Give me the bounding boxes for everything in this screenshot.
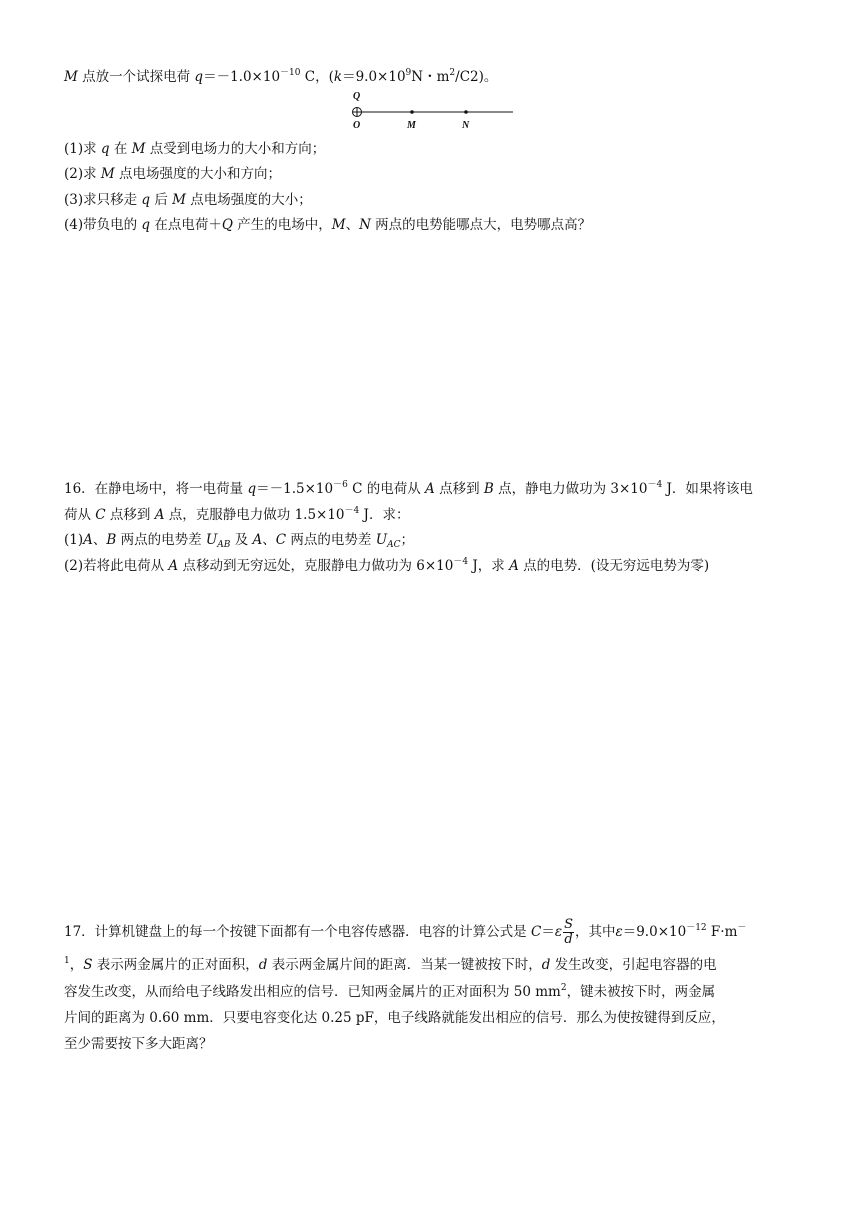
text: C 的电荷从 bbox=[347, 481, 426, 497]
text: (2)求 bbox=[64, 166, 101, 182]
text: 点放一个试探电荷 bbox=[82, 69, 191, 85]
fraction-numerator: S bbox=[564, 917, 573, 932]
q17-line-2 bbox=[64, 955, 717, 975]
symbol-C: C bbox=[530, 924, 542, 940]
symbol-q: q bbox=[247, 481, 257, 497]
point-M bbox=[410, 110, 414, 114]
text: 点电场强度的大小； bbox=[186, 192, 312, 208]
symbol-M: M bbox=[64, 69, 78, 85]
text: 荷从 bbox=[64, 507, 96, 523]
text: ＝－1.5×10 bbox=[256, 481, 334, 497]
symbol-q: q bbox=[141, 192, 151, 208]
subscript: AB bbox=[217, 540, 231, 550]
text: 容发生改变，从而给电子线路发出相应的信号．已知两金属片的正对面积为 50 mm bbox=[64, 984, 561, 1000]
text: ； bbox=[400, 532, 414, 548]
exponent: 2 bbox=[449, 68, 456, 78]
symbol-N: N bbox=[359, 217, 371, 233]
label-Q: Q bbox=[353, 91, 361, 102]
label-N: N bbox=[462, 120, 470, 131]
subscript: AC bbox=[387, 540, 401, 550]
symbol-M: M bbox=[172, 192, 186, 208]
symbol-S: S bbox=[83, 957, 93, 973]
exponent: －12 bbox=[686, 923, 707, 933]
text: 在点电荷＋ bbox=[150, 217, 222, 233]
text: 点移到 bbox=[105, 507, 155, 523]
symbol-q: q bbox=[194, 69, 204, 85]
charge-line-diagram bbox=[345, 90, 520, 132]
text: 两点的电势差 bbox=[116, 532, 206, 548]
q16-part-1 bbox=[64, 530, 414, 550]
exponent: － bbox=[737, 923, 747, 933]
text: 至少需要按下多大距离？ bbox=[64, 1036, 213, 1052]
text: 片间的距离为 0.60 mm．只要电容变化达 0.25 pF，电子线路就能发出相应的信号．那么为使按键得到反应， bbox=[64, 1010, 725, 1026]
symbol-U: U bbox=[205, 532, 218, 548]
symbol-A: A bbox=[425, 481, 435, 497]
symbol-M: M bbox=[100, 166, 115, 182]
q17-line-1 bbox=[64, 918, 746, 947]
symbol-epsilon: ε bbox=[554, 924, 563, 940]
text: J，求 bbox=[468, 558, 510, 574]
text: J．如果将该电 bbox=[662, 481, 753, 497]
q16-line-2 bbox=[64, 505, 409, 525]
symbol-q: q bbox=[100, 141, 110, 157]
exponent: －6 bbox=[333, 480, 348, 490]
text: ，其中 bbox=[574, 924, 616, 940]
q15-intro-line bbox=[64, 67, 497, 87]
text: 、 bbox=[92, 532, 107, 548]
text: F·m bbox=[706, 924, 738, 940]
text: ，键未被按下时，两金属 bbox=[566, 984, 716, 1000]
exponent: 9 bbox=[405, 68, 412, 78]
text: /C2)。 bbox=[455, 69, 498, 85]
exponent: －10 bbox=[280, 68, 301, 78]
text: 产生的电场中， bbox=[232, 217, 332, 233]
text: 点，静电力做功为 3×10 bbox=[493, 481, 648, 497]
text: 两点的电势能哪点大，电势哪点高？ bbox=[370, 217, 592, 233]
symbol-C: C bbox=[95, 507, 106, 523]
text: 两点的电势差 bbox=[286, 532, 376, 548]
symbol-A: A bbox=[83, 532, 93, 548]
q15-part-2 bbox=[64, 164, 281, 184]
q16-line-1 bbox=[64, 479, 753, 499]
text: 16．在静电场中，将一电荷量 bbox=[64, 481, 248, 497]
q16-part-2 bbox=[64, 556, 709, 576]
text: (4)带负电的 bbox=[64, 217, 142, 233]
text: 点移动到无穷远处，克服静电力做功为 6×10 bbox=[178, 558, 454, 574]
capacitance-fraction bbox=[563, 918, 574, 947]
text: N・m bbox=[411, 69, 450, 85]
text: 点，克服静电力做功 1.5×10 bbox=[164, 507, 345, 523]
text: 表示两金属片间的距离．当某一键被按下时， bbox=[267, 957, 542, 973]
point-N bbox=[464, 110, 468, 114]
exponent: －4 bbox=[453, 557, 469, 567]
text: ＝－1.0×10 bbox=[203, 69, 281, 85]
exponent: －4 bbox=[647, 480, 663, 490]
text: C，( bbox=[300, 69, 334, 85]
text: ＝ bbox=[541, 924, 555, 940]
q15-part-4 bbox=[64, 215, 591, 235]
symbol-k: k bbox=[333, 69, 343, 85]
symbol-q: q bbox=[141, 217, 151, 233]
symbol-M: M bbox=[131, 141, 146, 157]
symbol-M: M bbox=[331, 217, 346, 233]
label-O: O bbox=[353, 120, 361, 131]
symbol-A: A bbox=[509, 558, 519, 574]
text: 发生改变，引起电容器的电 bbox=[550, 957, 717, 973]
text: 点电场强度的大小和方向； bbox=[114, 166, 282, 182]
text: 及 bbox=[230, 532, 253, 548]
symbol-d: d bbox=[258, 957, 268, 973]
text: (1)求 bbox=[64, 141, 101, 157]
q15-part-3 bbox=[64, 190, 312, 210]
symbol-A: A bbox=[168, 558, 179, 574]
symbol-A: A bbox=[252, 532, 263, 548]
text: ＝9.0×10 bbox=[622, 924, 687, 940]
text: 17．计算机键盘上的每一个按键下面都有一个电容传感器．电容的计算公式是 bbox=[64, 924, 531, 940]
exponent: 1 bbox=[64, 956, 70, 966]
text: ＝9.0×10 bbox=[342, 69, 406, 85]
symbol-B: B bbox=[106, 532, 117, 548]
symbol-Q: Q bbox=[221, 217, 233, 233]
text: ， bbox=[69, 957, 84, 973]
text: 后 bbox=[150, 192, 173, 208]
symbol-B: B bbox=[483, 481, 494, 497]
text: 、 bbox=[262, 532, 276, 548]
text: 在 bbox=[109, 141, 132, 157]
q17-line-5 bbox=[64, 1034, 213, 1054]
symbol-C: C bbox=[275, 532, 287, 548]
q17-line-4 bbox=[64, 1008, 725, 1028]
symbol-A: A bbox=[154, 507, 165, 523]
text: 点移到 bbox=[434, 481, 484, 497]
symbol-epsilon: ε bbox=[615, 924, 623, 940]
fraction-denominator: d bbox=[564, 932, 573, 947]
text: (3)求只移走 bbox=[64, 192, 142, 208]
label-M: M bbox=[407, 120, 416, 131]
text: 表示两金属片的正对面积， bbox=[92, 957, 259, 973]
text: 点受到电场力的大小和方向； bbox=[145, 141, 326, 157]
text: (2)若将此电荷从 bbox=[64, 558, 169, 574]
symbol-U: U bbox=[375, 532, 388, 548]
text: 、 bbox=[345, 217, 360, 233]
q17-line-3 bbox=[64, 982, 715, 1002]
text: (1) bbox=[64, 532, 84, 548]
q15-part-1 bbox=[64, 139, 325, 159]
exponent: －4 bbox=[344, 506, 360, 516]
symbol-d: d bbox=[541, 957, 551, 973]
text: 点的电势．(设无穷远电势为零) bbox=[518, 558, 710, 574]
text: J．求： bbox=[359, 507, 410, 523]
exponent: 2 bbox=[560, 983, 567, 993]
